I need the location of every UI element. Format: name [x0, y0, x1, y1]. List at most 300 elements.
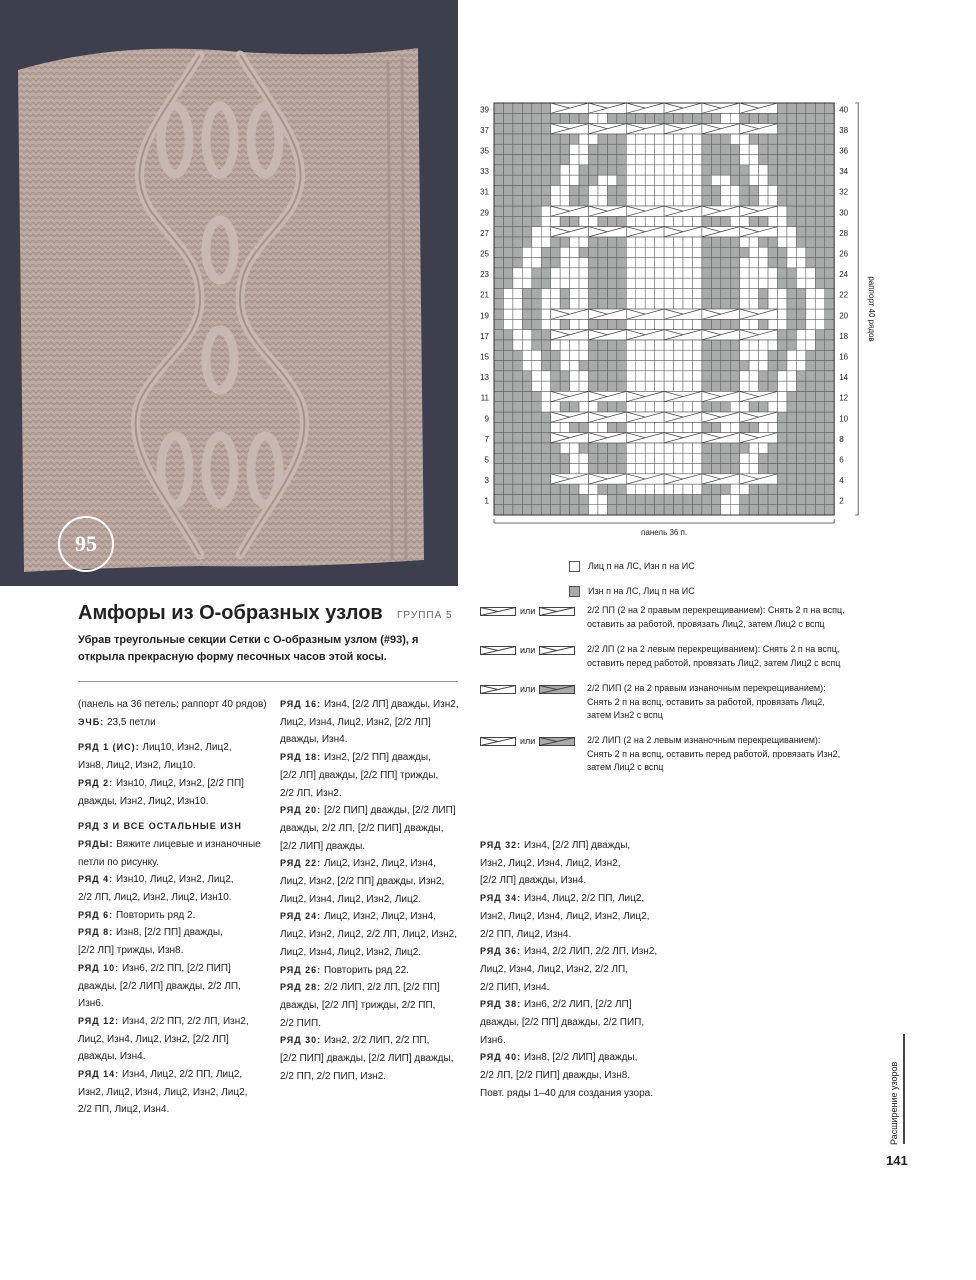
chart-cell: [825, 247, 834, 257]
legend-cable-pp: [480, 605, 845, 629]
chart-cell: [721, 484, 730, 494]
chart-cell: [560, 340, 569, 350]
chart-cell: [796, 103, 805, 113]
chart-cell: [815, 227, 824, 237]
chart-cell: [494, 196, 503, 206]
chart-cell: [815, 361, 824, 371]
chart-cell: [607, 247, 616, 257]
chart-cell: [787, 278, 796, 288]
chart-cell: [589, 134, 598, 144]
chart-cell: [692, 165, 701, 175]
instruction-text: Изн2, Лиц2, Изн4, Лиц2, Изн2, Лиц2,: [480, 910, 650, 922]
chart-cell: [617, 494, 626, 504]
chart-cell: [787, 288, 796, 298]
row-label-odd: 29: [480, 208, 489, 218]
chart-cell: [806, 144, 815, 154]
chart-cell: [560, 216, 569, 226]
chart-cell: [702, 381, 711, 391]
chart-cell: [749, 484, 758, 494]
chart-cell: [617, 371, 626, 381]
cable-description: [587, 604, 845, 631]
chart-cell: [825, 484, 834, 494]
chart-cell: [749, 175, 758, 185]
chart-cell: [711, 505, 720, 515]
chart-cell: [730, 453, 739, 463]
chart-cell: [541, 391, 550, 401]
chart-cell: [796, 319, 805, 329]
chart-cell: [674, 453, 683, 463]
chart-cell: [806, 474, 815, 484]
instruction-line: [280, 1015, 475, 1033]
chart-cell: [815, 371, 824, 381]
chart-cell: [759, 464, 768, 474]
chart-cell: [683, 453, 692, 463]
chart-cell: [551, 371, 560, 381]
instruction-text: петли по рисунку.: [78, 856, 159, 868]
chart-cell: [759, 299, 768, 309]
chart-cell: [522, 330, 531, 340]
chart-cell: [796, 433, 805, 443]
instruction-text: [2/2 ЛП] дважды, Изн4.: [480, 875, 587, 887]
chart-cell: [702, 216, 711, 226]
chart-cell: [730, 144, 739, 154]
instruction-line: [78, 960, 273, 978]
chart-cell: [560, 144, 569, 154]
instruction-line: [480, 1032, 675, 1050]
chart-cell: [721, 196, 730, 206]
chart-cell: [617, 381, 626, 391]
chart-cell: [749, 350, 758, 360]
chart-cell: [551, 268, 560, 278]
chart-cell: [664, 371, 673, 381]
chart-cell: [778, 433, 787, 443]
cable-description-line: Снять 2 п на вспц, оставить перед работой, провязать Изн2,: [587, 748, 841, 759]
chart-cell: [825, 227, 834, 237]
chart-cell: [598, 299, 607, 309]
chart-cell: [494, 474, 503, 484]
chart-cell: [522, 196, 531, 206]
chart-cell: [702, 361, 711, 371]
chart-cell: [702, 258, 711, 268]
chart-cell: [522, 124, 531, 134]
chart-cell: [503, 361, 512, 371]
chart-cell: [796, 155, 805, 165]
chart-cell: [787, 443, 796, 453]
chart-cell: [692, 494, 701, 504]
cable-description: [587, 643, 840, 670]
chart-cell: [664, 453, 673, 463]
row-heading: РЯД 30:: [280, 1035, 322, 1046]
chart-cell: [702, 185, 711, 195]
chart-cell: [683, 185, 692, 195]
chart-cell: [796, 412, 805, 422]
chart-cell: [825, 288, 834, 298]
chart-cell: [494, 103, 503, 113]
chart-cell: [683, 237, 692, 247]
chart-cell: [787, 216, 796, 226]
chart-cell: [778, 165, 787, 175]
chart-cell: [551, 237, 560, 247]
chart-cell: [645, 144, 654, 154]
chart-cell: [778, 124, 787, 134]
chart-cell: [740, 247, 749, 257]
chart-cell: [825, 371, 834, 381]
chart-cell: [674, 319, 683, 329]
chart-cell: [598, 185, 607, 195]
chart-cell: [825, 299, 834, 309]
chart-cell: [674, 247, 683, 257]
chart-cell: [778, 113, 787, 123]
chart-cell: [787, 453, 796, 463]
chart-cell: [589, 165, 598, 175]
chart-cell: [664, 319, 673, 329]
chart-cell: [636, 443, 645, 453]
chart-cell: [778, 288, 787, 298]
chart-cell: [796, 330, 805, 340]
chart-cell: [711, 422, 720, 432]
chart-cell: [503, 113, 512, 123]
chart-cell: [645, 278, 654, 288]
chart-cell: [503, 505, 512, 515]
chart-cell: [541, 464, 550, 474]
chart-cell: [825, 206, 834, 216]
row-label-odd: 33: [480, 167, 489, 177]
chart-cell: [806, 371, 815, 381]
chart-cell: [796, 340, 805, 350]
chart-cell: [674, 237, 683, 247]
chart-cell: [494, 288, 503, 298]
chart-cell: [796, 299, 805, 309]
chart-cell: [692, 113, 701, 123]
chart-cell: [778, 278, 787, 288]
chart-cell: [683, 134, 692, 144]
chart-cell: [522, 144, 531, 154]
chart-cell: [532, 484, 541, 494]
chart-cell: [664, 299, 673, 309]
chart-cell: [787, 484, 796, 494]
chart-cell: [749, 299, 758, 309]
chart-cell: [607, 371, 616, 381]
chart-cell: [636, 319, 645, 329]
chart-cell: [513, 144, 522, 154]
chart-cell: [541, 402, 550, 412]
chart-cell: [570, 443, 579, 453]
chart-cell: [825, 391, 834, 401]
chart-cell: [692, 350, 701, 360]
chart-cell: [589, 268, 598, 278]
chart-cell: [617, 464, 626, 474]
chart-cell: [541, 237, 550, 247]
chart-cell: [749, 216, 758, 226]
chart-cell: [589, 299, 598, 309]
chart-cell: [721, 134, 730, 144]
chart-cell: [692, 361, 701, 371]
chart-cell: [607, 340, 616, 350]
chart-cell: [721, 144, 730, 154]
chart-cell: [759, 402, 768, 412]
chart-cell: [787, 319, 796, 329]
chart-cell: [532, 340, 541, 350]
chart-cell: [740, 175, 749, 185]
chart-cell: [721, 237, 730, 247]
chart-cell: [740, 494, 749, 504]
chart-cell: [636, 350, 645, 360]
chart-cell: [711, 247, 720, 257]
chart-cell: [655, 288, 664, 298]
chart-cell: [749, 113, 758, 123]
chart-cell: [778, 361, 787, 371]
chart-cell: [598, 453, 607, 463]
chart-cell: [513, 350, 522, 360]
chart-cell: [626, 484, 635, 494]
chart-cell: [674, 144, 683, 154]
chart-cell: [607, 165, 616, 175]
chart-cell: [617, 165, 626, 175]
chart-cell: [570, 237, 579, 247]
chart-cell: [759, 258, 768, 268]
chart-cell: [494, 350, 503, 360]
chart-cell: [787, 309, 796, 319]
chart-cell: [551, 464, 560, 474]
chart-cell: [617, 402, 626, 412]
chart-cell: [589, 288, 598, 298]
chart-cell: [768, 247, 777, 257]
row-label-even: 8: [839, 434, 844, 444]
chart-cell: [551, 299, 560, 309]
chart-cell: [598, 113, 607, 123]
instruction-text: Лиц2, Изн4, Лиц2, Изн2, Лиц2.: [280, 946, 422, 958]
chart-cell: [796, 464, 805, 474]
chart-cell: [645, 247, 654, 257]
chart-cell: [532, 134, 541, 144]
row-heading: РЯД 1 (ИС):: [78, 742, 140, 753]
chart-cell: [711, 278, 720, 288]
chart-cell: [513, 433, 522, 443]
instruction-text: Изн4, Лиц2, 2/2 ПП, Лиц2,: [119, 1069, 243, 1081]
chart-cell: [655, 144, 664, 154]
chart-cell: [532, 391, 541, 401]
chart-cell: [806, 278, 815, 288]
chart-cell: [636, 247, 645, 257]
chart-cell: [570, 350, 579, 360]
chart-cell: [721, 453, 730, 463]
chart-cell: [541, 361, 550, 371]
chart-cell: [778, 155, 787, 165]
chart-cell: [551, 319, 560, 329]
instruction-line: [480, 979, 675, 997]
chart-cell: [607, 402, 616, 412]
chart-cell: [513, 165, 522, 175]
chart-cell: [674, 464, 683, 474]
chart-cell: [787, 258, 796, 268]
instruction-text: 2/2 ПИП, Изн4.: [480, 981, 550, 993]
chart-cell: [551, 196, 560, 206]
chart-cell: [645, 134, 654, 144]
chart-cell: [579, 484, 588, 494]
chart-cell: [815, 464, 824, 474]
chart-cell: [645, 113, 654, 123]
chart-cell: [778, 443, 787, 453]
chart-cell: [702, 288, 711, 298]
chart-cell: [759, 113, 768, 123]
chart-cell: [730, 464, 739, 474]
chart-cell: [702, 484, 711, 494]
chart-cell: [796, 278, 805, 288]
chart-cell: [683, 361, 692, 371]
chart-cell: [787, 185, 796, 195]
instruction-text: Изн6, 2/2 ПП, [2/2 ПИП]: [119, 962, 231, 974]
chart-cell: [702, 237, 711, 247]
chart-cell: [522, 165, 531, 175]
instruction-text: Изн10, Лиц2, Изн2, [2/2 ПП]: [113, 777, 244, 789]
chart-cell: [815, 484, 824, 494]
instruction-line: [480, 908, 675, 926]
chart-cell: [796, 288, 805, 298]
row-heading: РЯД 26:: [280, 964, 322, 975]
chart-cell: [740, 299, 749, 309]
chart-cell: [655, 196, 664, 206]
chart-cell: [598, 464, 607, 474]
instruction-text: Лиц2, Изн4, Лиц2, Изн2, Лиц2.: [280, 893, 422, 905]
row-heading: РЯД 36:: [480, 946, 522, 957]
cable-symbol-icon: [539, 737, 575, 746]
chart-cell: [806, 288, 815, 298]
instruction-text: дважды, Изн4.: [78, 1051, 146, 1063]
row-label-even: 12: [839, 393, 849, 403]
chart-cell: [778, 227, 787, 237]
chart-cell: [579, 350, 588, 360]
chart-cell: [692, 464, 701, 474]
spacer: [78, 731, 273, 739]
chart-cell: [541, 484, 550, 494]
instruction-line: [78, 1101, 273, 1119]
chart-cell: [541, 278, 550, 288]
chart-cell: [636, 505, 645, 515]
instruction-line: [78, 793, 273, 811]
chart-cell: [541, 350, 550, 360]
chart-cell: [513, 258, 522, 268]
chart-cell: [522, 113, 531, 123]
chart-cell: [598, 196, 607, 206]
chart-cell: [579, 134, 588, 144]
chart-cell: [598, 247, 607, 257]
chart-cell: [551, 494, 560, 504]
instruction-text: дважды, [2/2 ЛИП] дважды, 2/2 ЛП,: [78, 980, 241, 992]
instruction-text: [2/2 ЛП] трижды, Изн8.: [78, 945, 184, 957]
chart-cell: [598, 422, 607, 432]
chart-cell: [664, 144, 673, 154]
chart-cell: [513, 484, 522, 494]
chart-cell: [541, 299, 550, 309]
chart-cell: [617, 319, 626, 329]
chart-cell: [702, 247, 711, 257]
chart-cell: [626, 350, 635, 360]
chart-cell: [532, 155, 541, 165]
chart-cell: [815, 144, 824, 154]
chart-cell: [598, 361, 607, 371]
chart-cell: [683, 402, 692, 412]
chart-cell: [825, 505, 834, 515]
chart-cell: [645, 288, 654, 298]
chart-cell: [551, 340, 560, 350]
chart-cell: [617, 453, 626, 463]
chart-cell: [721, 402, 730, 412]
chart-cell: [598, 155, 607, 165]
instruction-line: [480, 1014, 675, 1032]
chart-cell: [749, 464, 758, 474]
chart-cell: [674, 165, 683, 175]
chart-cell: [683, 175, 692, 185]
chart-cell: [815, 340, 824, 350]
chart-cell: [589, 278, 598, 288]
chart-cell: [778, 453, 787, 463]
chart-cell: [570, 340, 579, 350]
chart-cell: [541, 196, 550, 206]
chart-cell: [702, 443, 711, 453]
chart-cell: [674, 288, 683, 298]
chart-cell: [664, 340, 673, 350]
chart-cell: [825, 361, 834, 371]
chart-cell: [740, 237, 749, 247]
row-heading: РЯД 6:: [78, 909, 114, 920]
chart-cell: [702, 175, 711, 185]
chart-cell: [636, 453, 645, 463]
chart-cell: [532, 144, 541, 154]
row-label-odd: 31: [480, 187, 489, 197]
chart-cell: [494, 227, 503, 237]
instruction-text: (панель на 36 петель; раппорт 40 рядов): [78, 699, 267, 710]
chart-cell: [674, 422, 683, 432]
chart-cell: [692, 134, 701, 144]
row-label-odd: 5: [484, 455, 489, 465]
chart-cell: [664, 443, 673, 453]
chart-cell: [551, 361, 560, 371]
chart-cell: [664, 196, 673, 206]
chart-cell: [796, 185, 805, 195]
chart-cell: [589, 464, 598, 474]
chart-cell: [674, 381, 683, 391]
row-heading: РЯД 12:: [78, 1015, 120, 1026]
chart-cell: [503, 453, 512, 463]
chart-cell: [815, 299, 824, 309]
chart-cell: [570, 505, 579, 515]
chart-cell: [655, 216, 664, 226]
chart-cell: [806, 402, 815, 412]
chart-cell: [626, 258, 635, 268]
chart-cell: [825, 340, 834, 350]
chart-cell: [749, 196, 758, 206]
chart-cell: [589, 258, 598, 268]
chart-cell: [607, 268, 616, 278]
row-label-even: 30: [839, 208, 849, 218]
chart-cell: [560, 175, 569, 185]
chart-cell: [570, 319, 579, 329]
chart-cell: [494, 361, 503, 371]
chart-cell: [494, 453, 503, 463]
chart-cell: [806, 206, 815, 216]
purl-swatch-icon: [569, 586, 580, 597]
chart-cell: [806, 443, 815, 453]
chart-cell: [759, 237, 768, 247]
chart-cell: [664, 381, 673, 391]
chart-cell: [806, 494, 815, 504]
chart-cell: [749, 185, 758, 195]
chart-cell: [721, 175, 730, 185]
row-label-odd: 35: [480, 146, 489, 156]
chart-cell: [589, 453, 598, 463]
row-label-even: 20: [839, 311, 849, 321]
chart-cell: [551, 175, 560, 185]
